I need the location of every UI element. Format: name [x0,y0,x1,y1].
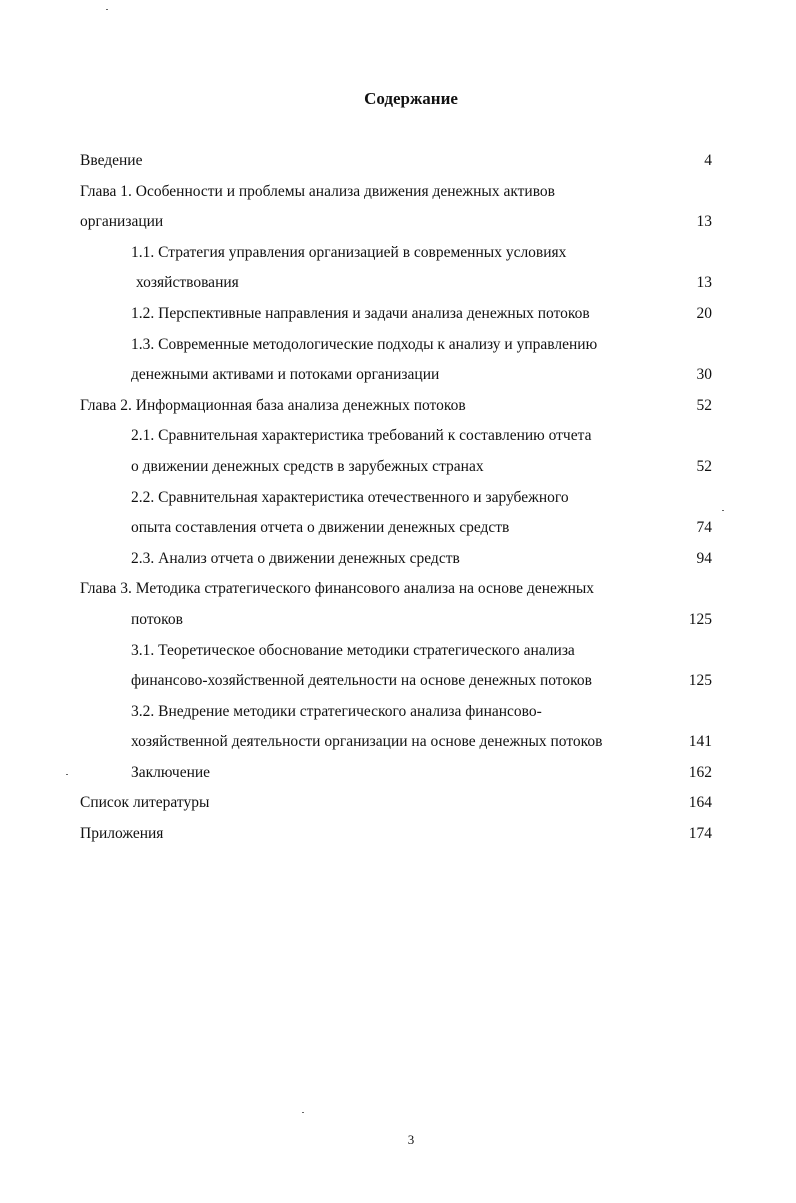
toc-line [80,544,712,575]
toc-text: 1.3. Современные методологические подходы к анализу и управлению [131,335,598,353]
toc-text: потоков [131,610,183,628]
toc-text: Глава 1. Особенности и проблемы анализа движения денежных активов [80,182,556,200]
toc-page-number: 164 [688,794,712,812]
toc-text: Введение [80,152,143,169]
toc-text: 3.1. Теоретическое обоснование методики стратегического анализа [131,641,575,659]
toc-line [80,330,712,361]
toc-page-number: 74 [696,519,712,537]
toc-line [80,605,712,636]
table-of-contents [80,146,712,850]
toc-page-number: 20 [696,304,712,322]
toc-text: 3.2. Внедрение методики стратегического анализа финансово- [131,702,542,720]
toc-line [80,299,712,330]
toc-line [80,146,712,177]
scan-speck [722,510,724,511]
toc-line [80,788,712,819]
toc-line [80,758,712,789]
toc-page-number: 52 [696,396,712,414]
toc-line [80,666,712,697]
toc-text: 2.3. Анализ отчета о движении денежных средств [131,549,460,567]
toc-page-number: 30 [696,366,712,384]
toc-text: организации [80,213,164,231]
toc-text: опыта составления отчета о движении денежных средств [131,519,510,537]
toc-text: Список литературы [80,794,210,812]
toc-page-number: 13 [696,274,712,292]
toc-line [80,574,712,605]
toc-text: 1.2. Перспективные направления и задачи анализа денежных потоков [131,304,590,322]
toc-text: 2.1. Сравнительная характеристика требований к составлению отчета [131,427,592,445]
toc-line [80,268,712,299]
toc-line [80,727,712,758]
toc-text: денежными активами и потоками организации [131,366,440,384]
toc-page-number: 13 [696,213,712,231]
toc-text: Заключение [131,763,211,781]
toc-line [80,391,712,422]
toc-line [80,452,712,483]
toc-page-number: 125 [688,672,712,690]
toc-page-number: 141 [688,733,712,751]
page-number: 3 [407,1132,415,1147]
toc-line [80,421,712,452]
scan-speck [106,9,108,10]
toc-page-number: 174 [688,825,712,843]
toc-line [80,513,712,544]
toc-line [80,819,712,850]
toc-text: хозяйственной деятельности организации на основе денежных потоков [131,733,603,751]
toc-text: о движении денежных средств в зарубежных странах [131,457,484,475]
toc-line [80,697,712,728]
scan-speck [302,1112,304,1113]
scan-speck [66,774,68,775]
toc-text: финансово-хозяйственной деятельности на основе денежных потоков [131,672,592,690]
toc-text: Приложения [80,825,164,843]
toc-page-number: 52 [696,457,712,475]
toc-line [80,360,712,391]
toc-text: Глава 3. Методика стратегического финансового анализа на основе денежных [80,580,595,598]
toc-text: 1.1. Стратегия управления организацией в современных условиях [131,243,567,261]
toc-page-number: 4 [704,152,712,169]
page-title: Содержание [364,89,458,108]
toc-text: хозяйствования [136,274,239,292]
toc-line [80,177,712,208]
toc-page-number: 162 [688,763,712,781]
toc-line [80,636,712,667]
toc-line [80,483,712,514]
toc-line [80,238,712,269]
toc-page-number: 125 [688,610,712,628]
toc-line [80,207,712,238]
toc-page-number: 94 [696,549,712,567]
toc-text: Глава 2. Информационная база анализа денежных потоков [80,396,466,414]
toc-text: 2.2. Сравнительная характеристика отечественного и зарубежного [131,488,569,506]
